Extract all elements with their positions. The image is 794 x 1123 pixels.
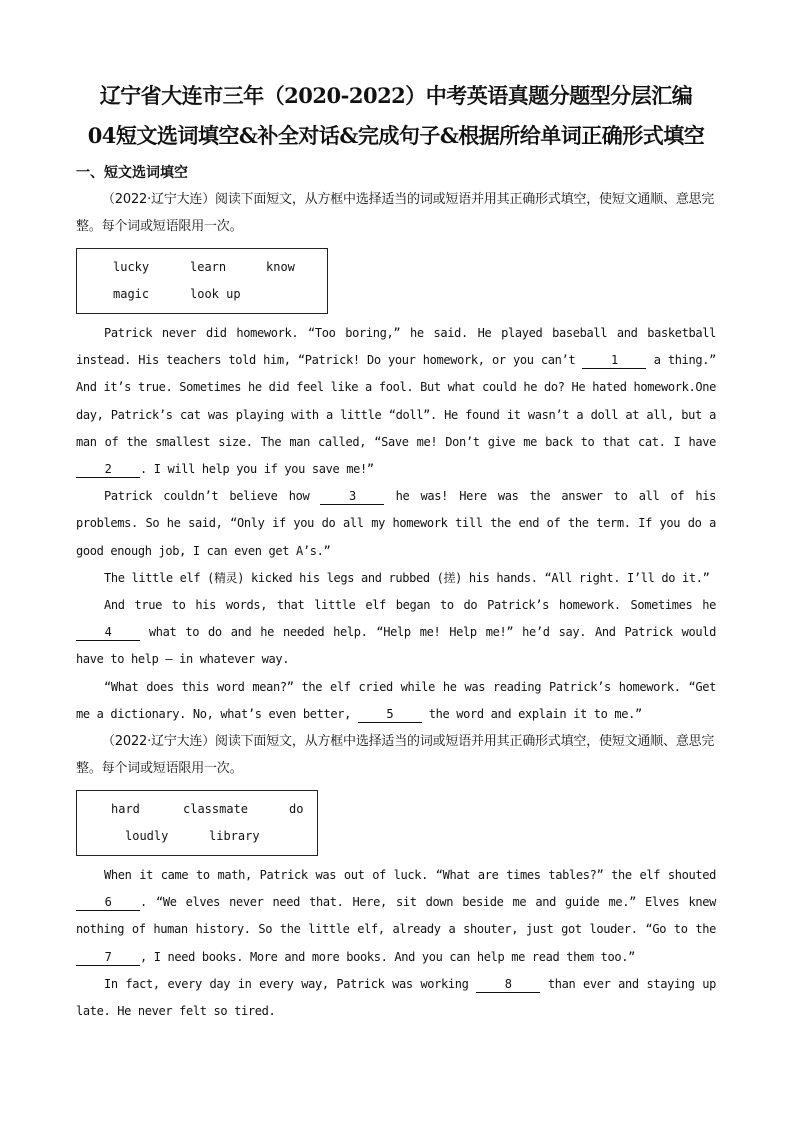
document-title-line-1: 辽宁省大连市三年（2020-2022）中考英语真题分题型分层汇编 — [99, 83, 693, 108]
answer-blank-2[interactable]: 2 — [76, 462, 140, 478]
word-box-row — [77, 254, 327, 281]
word-option: look up — [190, 287, 241, 301]
document-title-line-2: 04短文选词填空&补全对话&完成句子&根据所给单词正确形式填空 — [87, 123, 705, 148]
word-option: magic — [113, 287, 150, 301]
word-box-row — [77, 281, 327, 308]
document-page — [76, 68, 716, 1025]
word-option: hard — [111, 802, 140, 817]
passage-paragraph: When it came to math, Patrick was out of luck. “What are times tables?” the elf shouted 6 . “We elves never need that. Here, sit down beside me and guide me.” Elves knew nothing of human history. So the little elf, already a shouter, just got louder. “Go to the 7 , I need books. More and more books. And you can help me read them too.” — [76, 868, 716, 964]
instruction-text-1: （2022·辽宁大连）阅读下面短文，从方框中选择适当的词或短语并用其正确形式填空，使短文通顺、意思完整。每个词或短语限用一次。 — [76, 192, 715, 234]
answer-blank-5[interactable]: 5 — [358, 707, 422, 723]
passage-paragraph: The little elf (精灵) kicked his legs and rubbed (搓) his hands. “All right. I’ll do it.” — [104, 570, 710, 585]
word-option: loudly — [125, 829, 169, 844]
answer-blank-7[interactable]: 7 — [76, 950, 140, 966]
passage-paragraph: “What does this word mean?” the elf cried while he was reading Patrick’s homework. “Get me a dictionary. No, what’s even better, 5 the word and explain it to me.” — [76, 679, 716, 721]
instruction-text-2: （2022·辽宁大连）阅读下面短文，从方框中选择适当的词或短语并用其正确形式填空，使短文通顺、意思完整。每个词或短语限用一次。 — [76, 734, 715, 777]
word-box-row — [77, 796, 317, 823]
passage-paragraph: Patrick never did homework. “Too boring,” he said. He played baseball and basketball instead. His teachers told him, “Patrick! Do your homework, or you can’t 1 a thing.” And it’s true. Sometimes he did feel like a fool. But what could he do? He hated homework.One day, Patrick’s cat was playing with a little “doll”. He found it wasn’t a doll at all, but a man of the smallest size. The man called, “Save me! Don’t give me back to that cat. I have 2 . I will help you if you save me!” — [76, 326, 716, 477]
section-heading: 一、短文选词填空 — [76, 165, 188, 181]
answer-blank-1[interactable]: 1 — [582, 353, 646, 369]
word-option: know — [266, 260, 295, 274]
answer-blank-8[interactable]: 8 — [476, 977, 540, 993]
passage-paragraph: And true to his words, that little elf began to do Patrick’s homework. Sometimes he 4 what to do and he needed help. “Help me! Help me!” he’d say. And Patrick would have to help — in whatever way. — [76, 598, 716, 667]
answer-blank-3[interactable]: 3 — [320, 489, 384, 505]
word-option: do — [289, 802, 304, 817]
word-option: library — [209, 829, 260, 844]
answer-blank-4[interactable]: 4 — [76, 625, 140, 641]
passage-paragraph: In fact, every day in every way, Patrick was working 8 than ever and staying up late. He never felt so tired. — [76, 976, 716, 1019]
word-box-row — [77, 823, 317, 850]
word-option: classmate — [183, 802, 249, 817]
passage-paragraph: Patrick couldn’t believe how 3 he was! Here was the answer to all of his problems. So he said, “Only if you do all my homework till the end of the term. If you do a good enough job, I can even get A’s.” — [76, 489, 716, 558]
answer-blank-6[interactable]: 6 — [76, 895, 140, 911]
word-option: learn — [190, 260, 227, 274]
word-box-1 — [76, 248, 328, 314]
word-box-2 — [76, 790, 318, 856]
word-option: lucky — [113, 260, 150, 274]
